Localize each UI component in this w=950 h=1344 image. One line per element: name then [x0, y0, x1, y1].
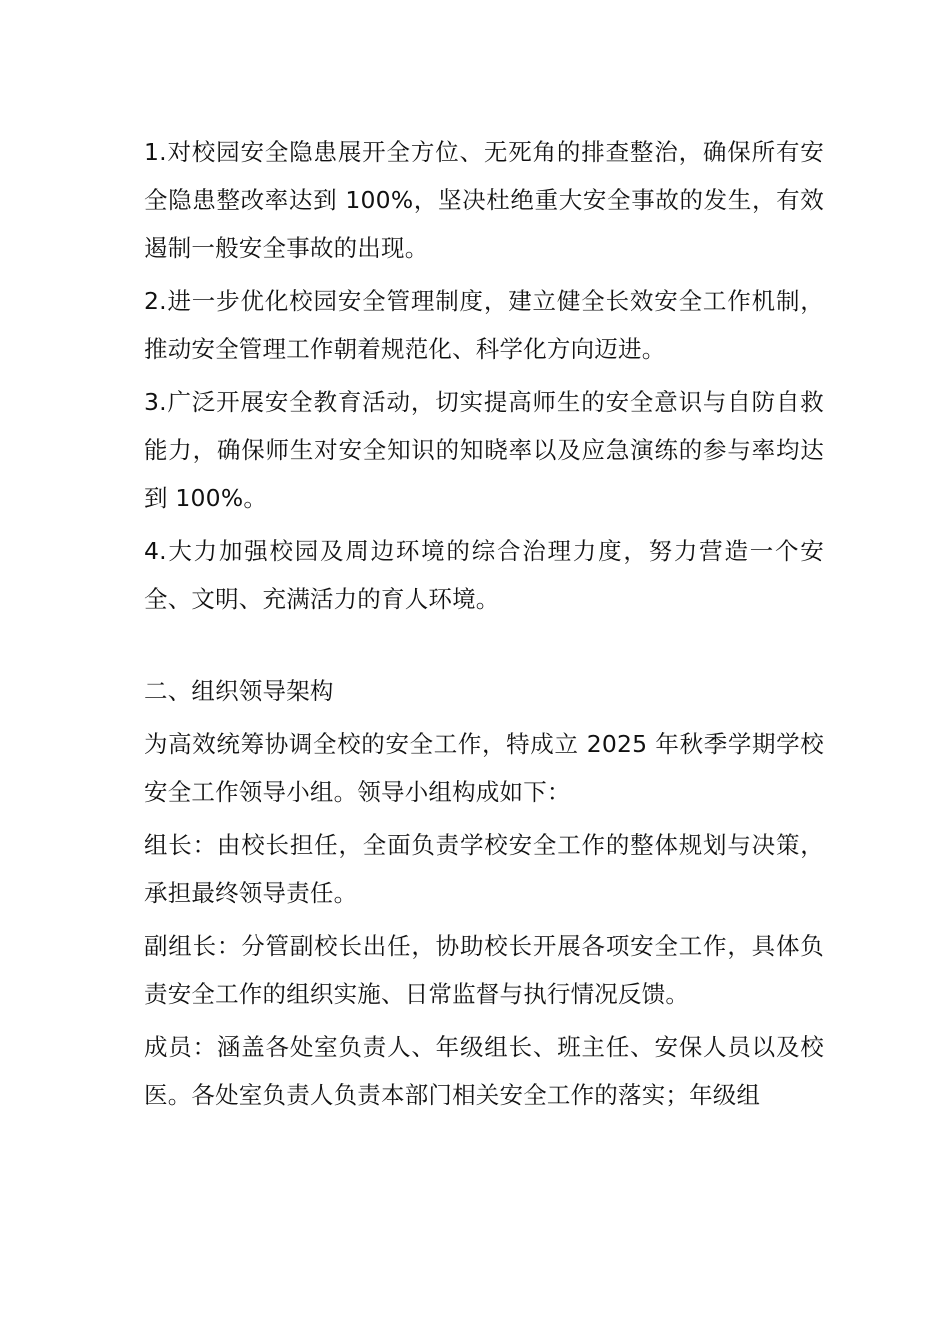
goal-item-1: 1.对校园安全隐患展开全方位、无死角的排查整治，确保所有安全隐患整改率达到 100%，坚决杜绝重大安全事故的发生，有效遏制一般安全事故的出现。 — [144, 138, 824, 262]
goal-item-3: 3.广泛开展安全教育活动，切实提高师生的安全意识与自防自救能力，确保师生对安全知识的知晓率以及应急演练的参与率均达到 100%。 — [144, 388, 824, 512]
goal-item-4: 4.大力加强校园及周边环境的综合治理力度，努力营造一个安全、文明、充满活力的育人环境。 — [144, 537, 824, 613]
document-body — [144, 128, 824, 1124]
deputy-paragraph: 副组长：分管副校长出任，协助校长开展各项安全工作，具体负责安全工作的组织实施、日常监督与执行情况反馈。 — [144, 932, 824, 1008]
members-paragraph: 成员：涵盖各处室负责人、年级组长、班主任、安保人员以及校医。各处室负责人负责本部门相关安全工作的落实；年级组 — [144, 1033, 824, 1109]
section-intro: 为高效统筹协调全校的安全工作，特成立 2025 年秋季学期学校安全工作领导小组。领导小组构成如下： — [144, 730, 824, 806]
goal-item-2: 2.进一步优化校园安全管理制度，建立健全长效安全工作机制，推动安全管理工作朝着规范化、科学化方向迈进。 — [144, 287, 824, 363]
section-heading: 二、组织领导架构 — [144, 677, 334, 705]
leader-paragraph: 组长：由校长担任，全面负责学校安全工作的整体规划与决策，承担最终领导责任。 — [144, 831, 824, 907]
